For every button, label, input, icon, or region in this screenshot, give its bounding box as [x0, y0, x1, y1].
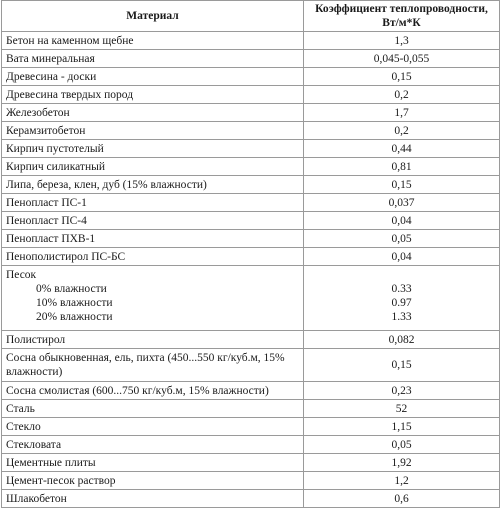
material-name: Кирпич пустотелый: [2, 140, 304, 158]
table-row: [2, 50, 500, 68]
header-material: Материал: [2, 1, 304, 32]
sand-moisture-value: 1.33: [391, 311, 412, 323]
material-name: Пенополистирол ПС-БС: [2, 248, 304, 266]
table-row: [2, 104, 500, 122]
conductivity-value: 0,23: [304, 382, 500, 400]
material-name: Стекло: [2, 418, 304, 436]
table-row: [2, 349, 500, 382]
conductivity-value: 0,04: [304, 212, 500, 230]
sand-label: Песок: [6, 269, 37, 281]
material-name: [2, 266, 304, 331]
spacer: [308, 268, 495, 282]
conductivity-value: [304, 266, 500, 331]
sand-moisture-label: 20% влажности: [36, 311, 113, 323]
material-name: Липа, береза, клен, дуб (15% влажности): [2, 176, 304, 194]
conductivity-value: 0,81: [304, 158, 500, 176]
material-name: Древесина - доски: [2, 68, 304, 86]
conductivity-value: 0,15: [304, 176, 500, 194]
table-body: [2, 32, 500, 508]
thermal-conductivity-table: [1, 0, 500, 508]
table-row: [2, 68, 500, 86]
table-row: [2, 32, 500, 50]
material-name: Стекловата: [2, 436, 304, 454]
conductivity-value: 1,15: [304, 418, 500, 436]
table-row: [2, 454, 500, 472]
table-row: [2, 176, 500, 194]
conductivity-value: 1,7: [304, 104, 500, 122]
conductivity-value: 0,05: [304, 436, 500, 454]
table-row: [2, 418, 500, 436]
material-name: Цементные плиты: [2, 454, 304, 472]
table-row: [2, 140, 500, 158]
table-row: [2, 400, 500, 418]
material-name: Железобетон: [2, 104, 304, 122]
conductivity-value: 1,2: [304, 472, 500, 490]
conductivity-value: 0,082: [304, 331, 500, 349]
table-row: [2, 158, 500, 176]
conductivity-value: 0,44: [304, 140, 500, 158]
conductivity-value: 0,04: [304, 248, 500, 266]
table-row: [2, 194, 500, 212]
table-container: [1, 0, 499, 508]
material-name: Пенопласт ПС-4: [2, 212, 304, 230]
table-row: [2, 230, 500, 248]
material-name: Полистирол: [2, 331, 304, 349]
material-name: Древесина твердых пород: [2, 86, 304, 104]
table-row: [2, 436, 500, 454]
table-row: [2, 86, 500, 104]
table-row: [2, 472, 500, 490]
material-name: Сталь: [2, 400, 304, 418]
table-row: [2, 490, 500, 508]
conductivity-value: 52: [304, 400, 500, 418]
material-name: Бетон на каменном щебне: [2, 32, 304, 50]
table-row: [2, 212, 500, 230]
conductivity-value: 0,05: [304, 230, 500, 248]
table-row: [2, 382, 500, 400]
material-name: Пенопласт ПС-1: [2, 194, 304, 212]
material-name: Керамзитобетон: [2, 122, 304, 140]
conductivity-value: 0,15: [304, 68, 500, 86]
conductivity-value: 0,15: [304, 349, 500, 382]
sand-moisture-value: 0.33: [391, 283, 412, 295]
material-name: Пенопласт ПХВ-1: [2, 230, 304, 248]
conductivity-value: 0,2: [304, 86, 500, 104]
material-name: Сосна обыкновенная, ель, пихта (450...550 кг/куб.м, 15% влажности): [2, 349, 304, 382]
table-row-sand: [2, 266, 500, 331]
material-name: Цемент-песок раствор: [2, 472, 304, 490]
conductivity-value: 0,2: [304, 122, 500, 140]
conductivity-value: 0,6: [304, 490, 500, 508]
table-row: [2, 248, 500, 266]
conductivity-value: 1,3: [304, 32, 500, 50]
table-row: [2, 331, 500, 349]
material-name: Сосна смолистая (600...750 кг/куб.м, 15% влажности): [2, 382, 304, 400]
conductivity-value: 0,045-0,055: [304, 50, 500, 68]
conductivity-value: 0,037: [304, 194, 500, 212]
sand-moisture-value: 0.97: [391, 297, 412, 309]
table-row: [2, 122, 500, 140]
conductivity-value: 1,92: [304, 454, 500, 472]
sand-moisture-label: 0% влажности: [36, 283, 107, 295]
material-name: Кирпич силикатный: [2, 158, 304, 176]
header-coefficient: Коэффициент теплопроводности, Вт/м*К: [304, 1, 500, 32]
sand-moisture-label: 10% влажности: [36, 297, 113, 309]
header-row: [2, 1, 500, 32]
material-name: Вата минеральная: [2, 50, 304, 68]
material-name: Шлакобетон: [2, 490, 304, 508]
